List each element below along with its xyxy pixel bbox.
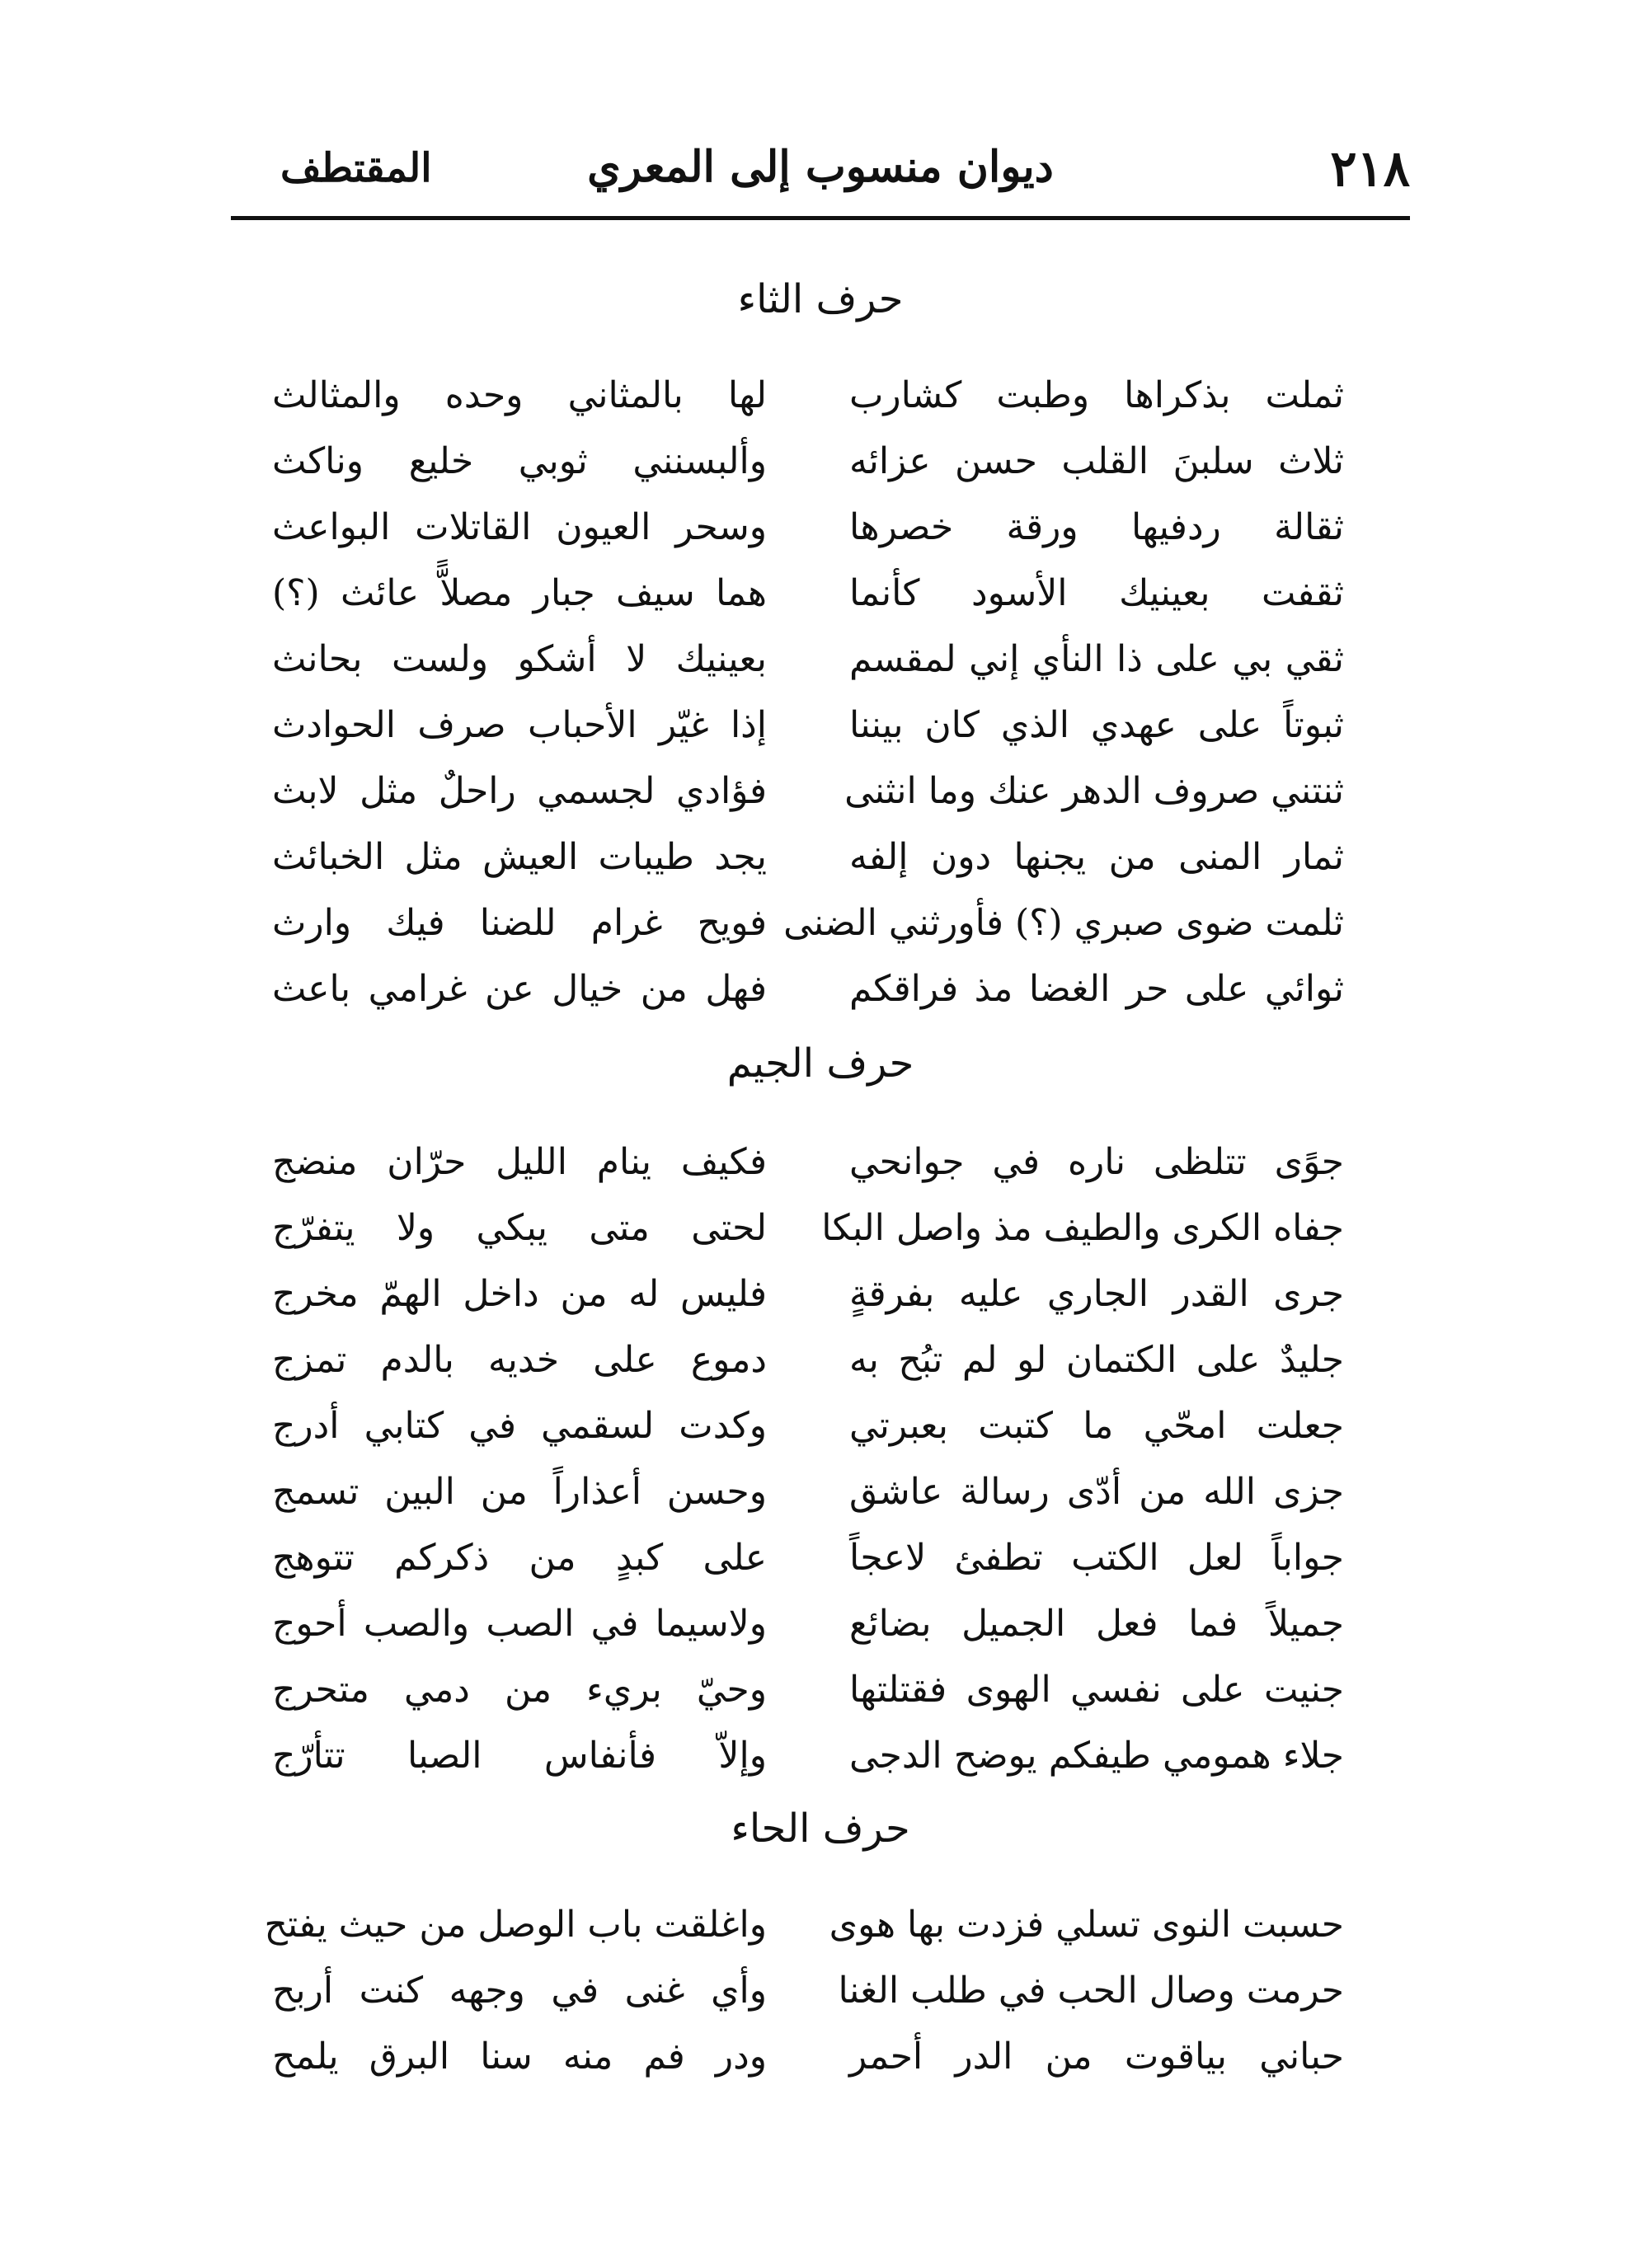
verse (264, 1892, 1344, 1958)
verse (272, 1261, 1344, 1327)
hemistich-second: وسحر العيون القاتلات البواعث (272, 506, 767, 548)
verse-group-jim (272, 1129, 1344, 1789)
hemistich-first: جلاء همومي طيفكم يوضح الدجى (849, 1735, 1344, 1777)
hemistich-first: ثمار المنى من يجنها دون إلفه (849, 836, 1344, 878)
hemistich-second: وكدت لسقمي في كتابي أدرج (272, 1405, 767, 1447)
hemistich-first: ثلمت ضوى صبري (؟) فأورثني الضنى (783, 902, 1344, 944)
verse (272, 1591, 1344, 1657)
hemistich-second: فويح غرام للضنا فيك وارث (272, 902, 767, 944)
hemistich-first: ثبوتاً على عهدي الذي كان بيننا (849, 704, 1344, 746)
verse (272, 1657, 1344, 1723)
hemistich-first: جنيت على نفسي الهوى فقتلتها (849, 1669, 1344, 1711)
hemistich-first: ثملت بذكراها وطبت كشارب (849, 374, 1344, 416)
verse (272, 1327, 1344, 1393)
hemistich-first: جواباً لعل الكتب تطفئ لاعجاً (849, 1537, 1344, 1579)
verse (272, 1459, 1344, 1525)
hemistich-first: ثقالة ردفيها ورقة خصرها (849, 506, 1344, 548)
page-header (231, 124, 1410, 206)
hemistich-second: إذا غيّر الأحباب صرف الحوادث (272, 704, 767, 746)
hemistich-first: جفاه الكرى والطيف مذ واصل البكا (821, 1207, 1344, 1249)
hemistich-first: ثقي بي على ذا النأي إني لمقسم (849, 638, 1344, 680)
verse-group-ha (264, 1892, 1344, 2090)
hemistich-second: لحتى متى يبكي ولا يتفرّج (272, 1207, 767, 1249)
verse (272, 758, 1344, 824)
hemistich-second: لها بالمثاني وحده والمثالث (272, 374, 767, 416)
hemistich-first: ثلاث سلبنَ القلب حسن عزائه (849, 440, 1344, 482)
section-title-jim: حرف الجيم (726, 1040, 914, 1087)
hemistich-second: واغلقت باب الوصل من حيث يفتح (264, 1904, 767, 1946)
hemistich-second: وحيّ بريء من دمي متحرج (272, 1669, 767, 1711)
hemistich-second: وحسن أعذاراً من البين تسمج (272, 1471, 767, 1513)
hemistich-second: فهل من خيال عن غرامي باعث (272, 968, 767, 1010)
verse (272, 495, 1344, 561)
verse (272, 956, 1344, 1022)
verse (272, 1958, 1344, 2024)
section-title-ha: حرف الحاء (731, 1805, 910, 1852)
hemistich-first: جليدٌ على الكتمان لو لم تبُح به (849, 1339, 1344, 1381)
verse (272, 627, 1344, 693)
verse (272, 363, 1344, 429)
verse (272, 1393, 1344, 1459)
verse (272, 693, 1344, 758)
hemistich-first: حرمت وصال الحب في طلب الغنا (838, 1970, 1344, 2012)
verse (272, 429, 1344, 495)
hemistich-first: حسبت النوى تسلي فزدت بها هوى (829, 1904, 1344, 1946)
hemistich-first: ثقفت بعينيك الأسود كأنما (849, 572, 1344, 614)
section-title-tha: حرف الثاء (737, 276, 904, 322)
verse-group-tha (272, 363, 1344, 1022)
verse (272, 1525, 1344, 1591)
hemistich-first: جرى القدر الجاري عليه بفرقةٍ (849, 1273, 1344, 1315)
hemistich-second: هما سيف جبار مصلاًّ عائث (؟) (272, 572, 767, 614)
hemistich-first: جوًى تتلظى ناره في جوانحي (849, 1141, 1344, 1183)
hemistich-second: وإلاّ فأنفاس الصبا تتأرّج (272, 1735, 767, 1777)
hemistich-second: وأي غنى في وجهه كنت أربح (272, 1970, 767, 2012)
verse (272, 1723, 1344, 1789)
hemistich-first: ثوائي على حر الغضا مذ فراقكم (849, 968, 1344, 1010)
hemistich-second: يجد طيبات العيش مثل الخبائث (272, 836, 767, 878)
hemistich-second: فؤادي لجسمي راحلٌ مثل لابث (272, 770, 767, 812)
verse (272, 1129, 1344, 1195)
verse (272, 890, 1344, 956)
verse (272, 1195, 1344, 1261)
verse (272, 2024, 1344, 2090)
hemistich-second: بعينيك لا أشكو ولست بحانث (272, 638, 767, 680)
verse (272, 561, 1344, 627)
journal-name: المقتطف (280, 145, 432, 191)
running-title: ديوان منسوب إلى المعري (587, 142, 1054, 192)
hemistich-first: جميلاً فما فعل الجميل بضائع (849, 1603, 1344, 1645)
hemistich-second: فكيف ينام الليل حرّان منضج (272, 1141, 767, 1183)
hemistich-first: جعلت امحّي ما كتبت بعبرتي (849, 1405, 1344, 1447)
hemistich-first: حباني بياقوت من الدر أحمر (849, 2036, 1344, 2078)
hemistich-second: وألبسنني ثوبي خليع وناكث (272, 440, 767, 482)
hemistich-second: ودر فم منه سنا البرق يلمح (272, 2036, 767, 2078)
hemistich-first: جزى الله من أدّى رسالة عاشق (849, 1471, 1344, 1513)
hemistich-first: ثنتني صروف الدهر عنك وما انثنى (844, 770, 1344, 812)
hemistich-second: على كبدٍ من ذكركم تتوهج (272, 1537, 767, 1579)
hemistich-second: دموع على خديه بالدم تمزج (272, 1339, 767, 1381)
header-rule (231, 216, 1410, 220)
hemistich-second: ولاسيما في الصب والصب أحوج (272, 1603, 767, 1645)
page-number: ٢١٨ (1330, 140, 1410, 198)
verse (272, 824, 1344, 890)
hemistich-second: فليس له من داخل الهمّ مخرج (272, 1273, 767, 1315)
